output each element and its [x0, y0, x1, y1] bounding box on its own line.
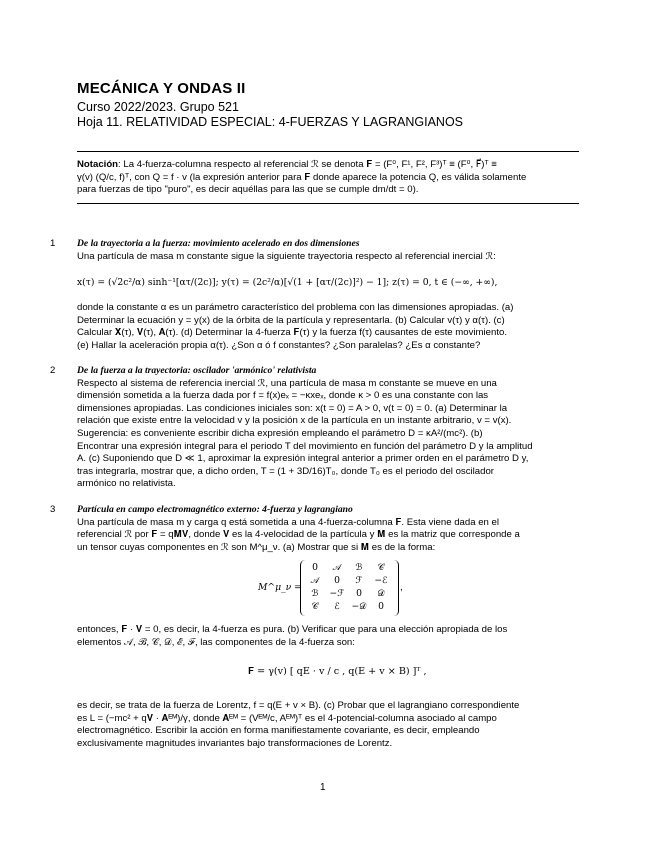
notation-line-3: para fuerzas de tipo "puro", es decir aquéllas para las que se cumple dm/dt = 0).: [77, 184, 419, 196]
problem-2-line: tras integrarla, mostrar que, a dicho orden, T = (1 + 3D/16)T₀, donde T₀ es el periodo del oscilador: [77, 465, 494, 477]
problem-3-number: 3: [50, 504, 56, 515]
problem-2-line: Sugerencia: es conveniente escribir dicha expresión empleando el parámetro D = κA²/(mc²). (b): [77, 427, 483, 439]
matrix-cell: 0: [334, 575, 340, 586]
matrix-cell: ℱ: [355, 575, 363, 586]
problem-3-mid-line: entonces, 𝐅 · 𝐕 = 0, es decir, la 4-fuerza es pura. (b) Verificar que para una elección apropiada de los: [77, 624, 508, 635]
notation-block: [77, 159, 579, 197]
problem-3-after-line: es decir, se trata de la fuerza de Lorentz, f = q(E + v × B). (c) Probar que el lagrangiano correspondiente: [77, 700, 520, 711]
matrix-cell: 𝒞: [311, 601, 319, 612]
problem-3-line: referencial ℛ por 𝐅 = q𝐌𝐕, donde 𝐕 es la 4-velocidad de la partícula y 𝐌 es la matriz que corresponde a: [77, 529, 520, 541]
course-line: Curso 2022/2023. Grupo 521: [77, 100, 239, 114]
problem-2-heading: De la fuerza a la trayectoria: oscilador 'armónico' relativista: [77, 365, 317, 376]
problem-3-mid-line: elementos 𝒜, ℬ, 𝒞, 𝒟, ℰ, ℱ, las componentes de la 4-fuerza son:: [77, 636, 355, 648]
problem-1-equation: x(τ) = (√2c²/α) sinh⁻¹[ατ/(2c)]; y(τ) = (2c²/α)[√(1 + [ατ/(2c)]²) − 1]; z(τ) = 0, t ∈ (−∞, +∞),: [77, 277, 498, 288]
problem-3-mid: [77, 624, 579, 649]
notation-line-1: : La 4-fuerza-columna respecto al referencial ℛ se denota 𝐅 = (F⁰, F¹, F², F³)ᵀ ≡ (F⁰, F⃗)ᵀ ≡: [118, 159, 497, 170]
problem-2-number: 2: [50, 365, 56, 376]
matrix-label: M^μ_ν =: [258, 582, 302, 593]
matrix-cell: 𝒜: [310, 575, 320, 586]
problem-3: [77, 504, 579, 554]
matrix-right-bracket: [394, 560, 399, 616]
problem-2-line: A. (c) Suponiendo que D ≪ 1, aproximar la expresión integral anterior a primer orden en el parámetro D y,: [77, 453, 529, 465]
matrix-cell: 𝒜: [332, 562, 342, 573]
matrix-cell: ℬ: [311, 588, 319, 599]
divider-top: [77, 151, 579, 152]
problem-3-after-line: exclusivamente magnitudes invariantes bajo transformaciones de Lorentz.: [77, 737, 393, 749]
problem-3-after: [77, 700, 579, 750]
matrix-cell: ℰ: [334, 601, 340, 612]
problem-1-heading: De la trayectoria a la fuerza: movimiento acelerado en dos dimensiones: [77, 238, 360, 249]
problem-3-line: Una partícula de masa m y carga q está sometida a una 4-fuerza-columna 𝐅. Esta viene dada en el: [77, 516, 500, 528]
problem-1-body: [77, 302, 579, 352]
matrix-cell: −ℰ: [374, 575, 388, 586]
problem-2-line: dimensión sometida a la fuerza dada por f = f(x)eₓ = −κxeₓ, donde κ > 0 es una constante con las: [77, 390, 489, 402]
matrix-cell: −ℱ: [329, 588, 345, 599]
sheet-title: MECÁNICA Y ONDAS II: [77, 80, 246, 97]
problem-1-number: 1: [50, 238, 56, 249]
divider-bottom: [77, 203, 579, 204]
matrix-cell: ℬ: [355, 562, 363, 573]
problem-1-after-line: Calcular 𝐗(τ), 𝐕(τ), 𝐀(τ). (d) Determinar la 4-fuerza 𝐅(τ) y la fuerza f(τ) causantes de este movimiento.: [77, 327, 507, 339]
matrix-cell: 0: [312, 562, 318, 573]
notation-line-2: γ(v) (Q/c, f)ᵀ, con Q = f · v (la expresión anterior para 𝐅 donde aparece la potencia Q, es válida solamente: [77, 171, 527, 183]
problem-3-line: un tensor cuyas componentes en ℛ son M^μ_ν. (a) Mostrar que si 𝐌 es de la forma:: [77, 541, 436, 553]
matrix-cell: 0: [356, 588, 362, 599]
problem-3-heading: Partícula en campo electromagnético externo: 4-fuerza y lagrangiano: [77, 504, 353, 515]
problem-2: [77, 365, 579, 491]
problem-1-after-line: donde la constante α es un parámetro característico del problema con las dimensiones apropiadas. (a): [77, 302, 514, 313]
problem-3-equation: 𝐅 = γ(v) [ qE · v / c , q(E + v × B) ]ᵀ ,: [248, 666, 427, 677]
problem-3-after-line: electromagnético. Escribir la acción en forma manifiestamente covariante, es decir, empleando: [77, 725, 480, 737]
matrix-grid: [304, 562, 394, 616]
problem-2-line: dimensiones apropiadas. Las condiciones iniciales son: x(t = 0) = A > 0, v(t = 0) = 0. (a) Determinar la: [77, 402, 508, 414]
notation-label: Notación: [77, 159, 119, 170]
page-number: 1: [320, 782, 326, 793]
problem-2-line: Encontrar una expresión integral para el periodo T del movimiento en función del parámetro D y la amplitud: [77, 440, 533, 452]
matrix-cell: −𝒟: [351, 601, 367, 612]
problem-2-line: Respecto al sistema de referencia inercial ℛ, una partícula de masa m constante se mueve en una: [77, 377, 497, 389]
problem-2-line: relación que existe entre la velocidad v y la posición x de la partícula en un instante arbitrario, v = v(x).: [77, 415, 512, 427]
matrix-cell: 0: [378, 601, 384, 612]
matrix-comma: ,: [400, 582, 403, 593]
matrix-cell: 𝒞: [377, 562, 385, 573]
problem-1-after-line: Determinar la ecuación y = y(x) de la órbita de la partícula y representarla. (b) Calcular v(τ) y α(τ). (c): [77, 314, 505, 326]
problem-1-line: Una partícula de masa m constante sigue la siguiente trayectoria respecto al referencial inercial ℛ:: [77, 250, 496, 262]
problem-2-line: armónico no relativista.: [77, 478, 176, 490]
problem-1-after-line: (e) Hallar la aceleración propia α(τ). ¿Son α ó f constantes? ¿Son paralelas? ¿Es α constante?: [77, 339, 481, 351]
matrix-cell: 𝒟: [377, 588, 385, 599]
sheet-subtitle: Hoja 11. RELATIVIDAD ESPECIAL: 4-FUERZAS Y LAGRANGIANOS: [77, 115, 464, 129]
problem-3-after-line: es L = (−mc² + q𝐕 · 𝐀ᴱᴹ)/γ, donde 𝐀ᴱᴹ = (Vᴱᴹ/c, Aᴱᴹ)ᵀ es el 4-potencial-columna asociado al campo: [77, 712, 497, 724]
problem-1: [77, 238, 579, 263]
